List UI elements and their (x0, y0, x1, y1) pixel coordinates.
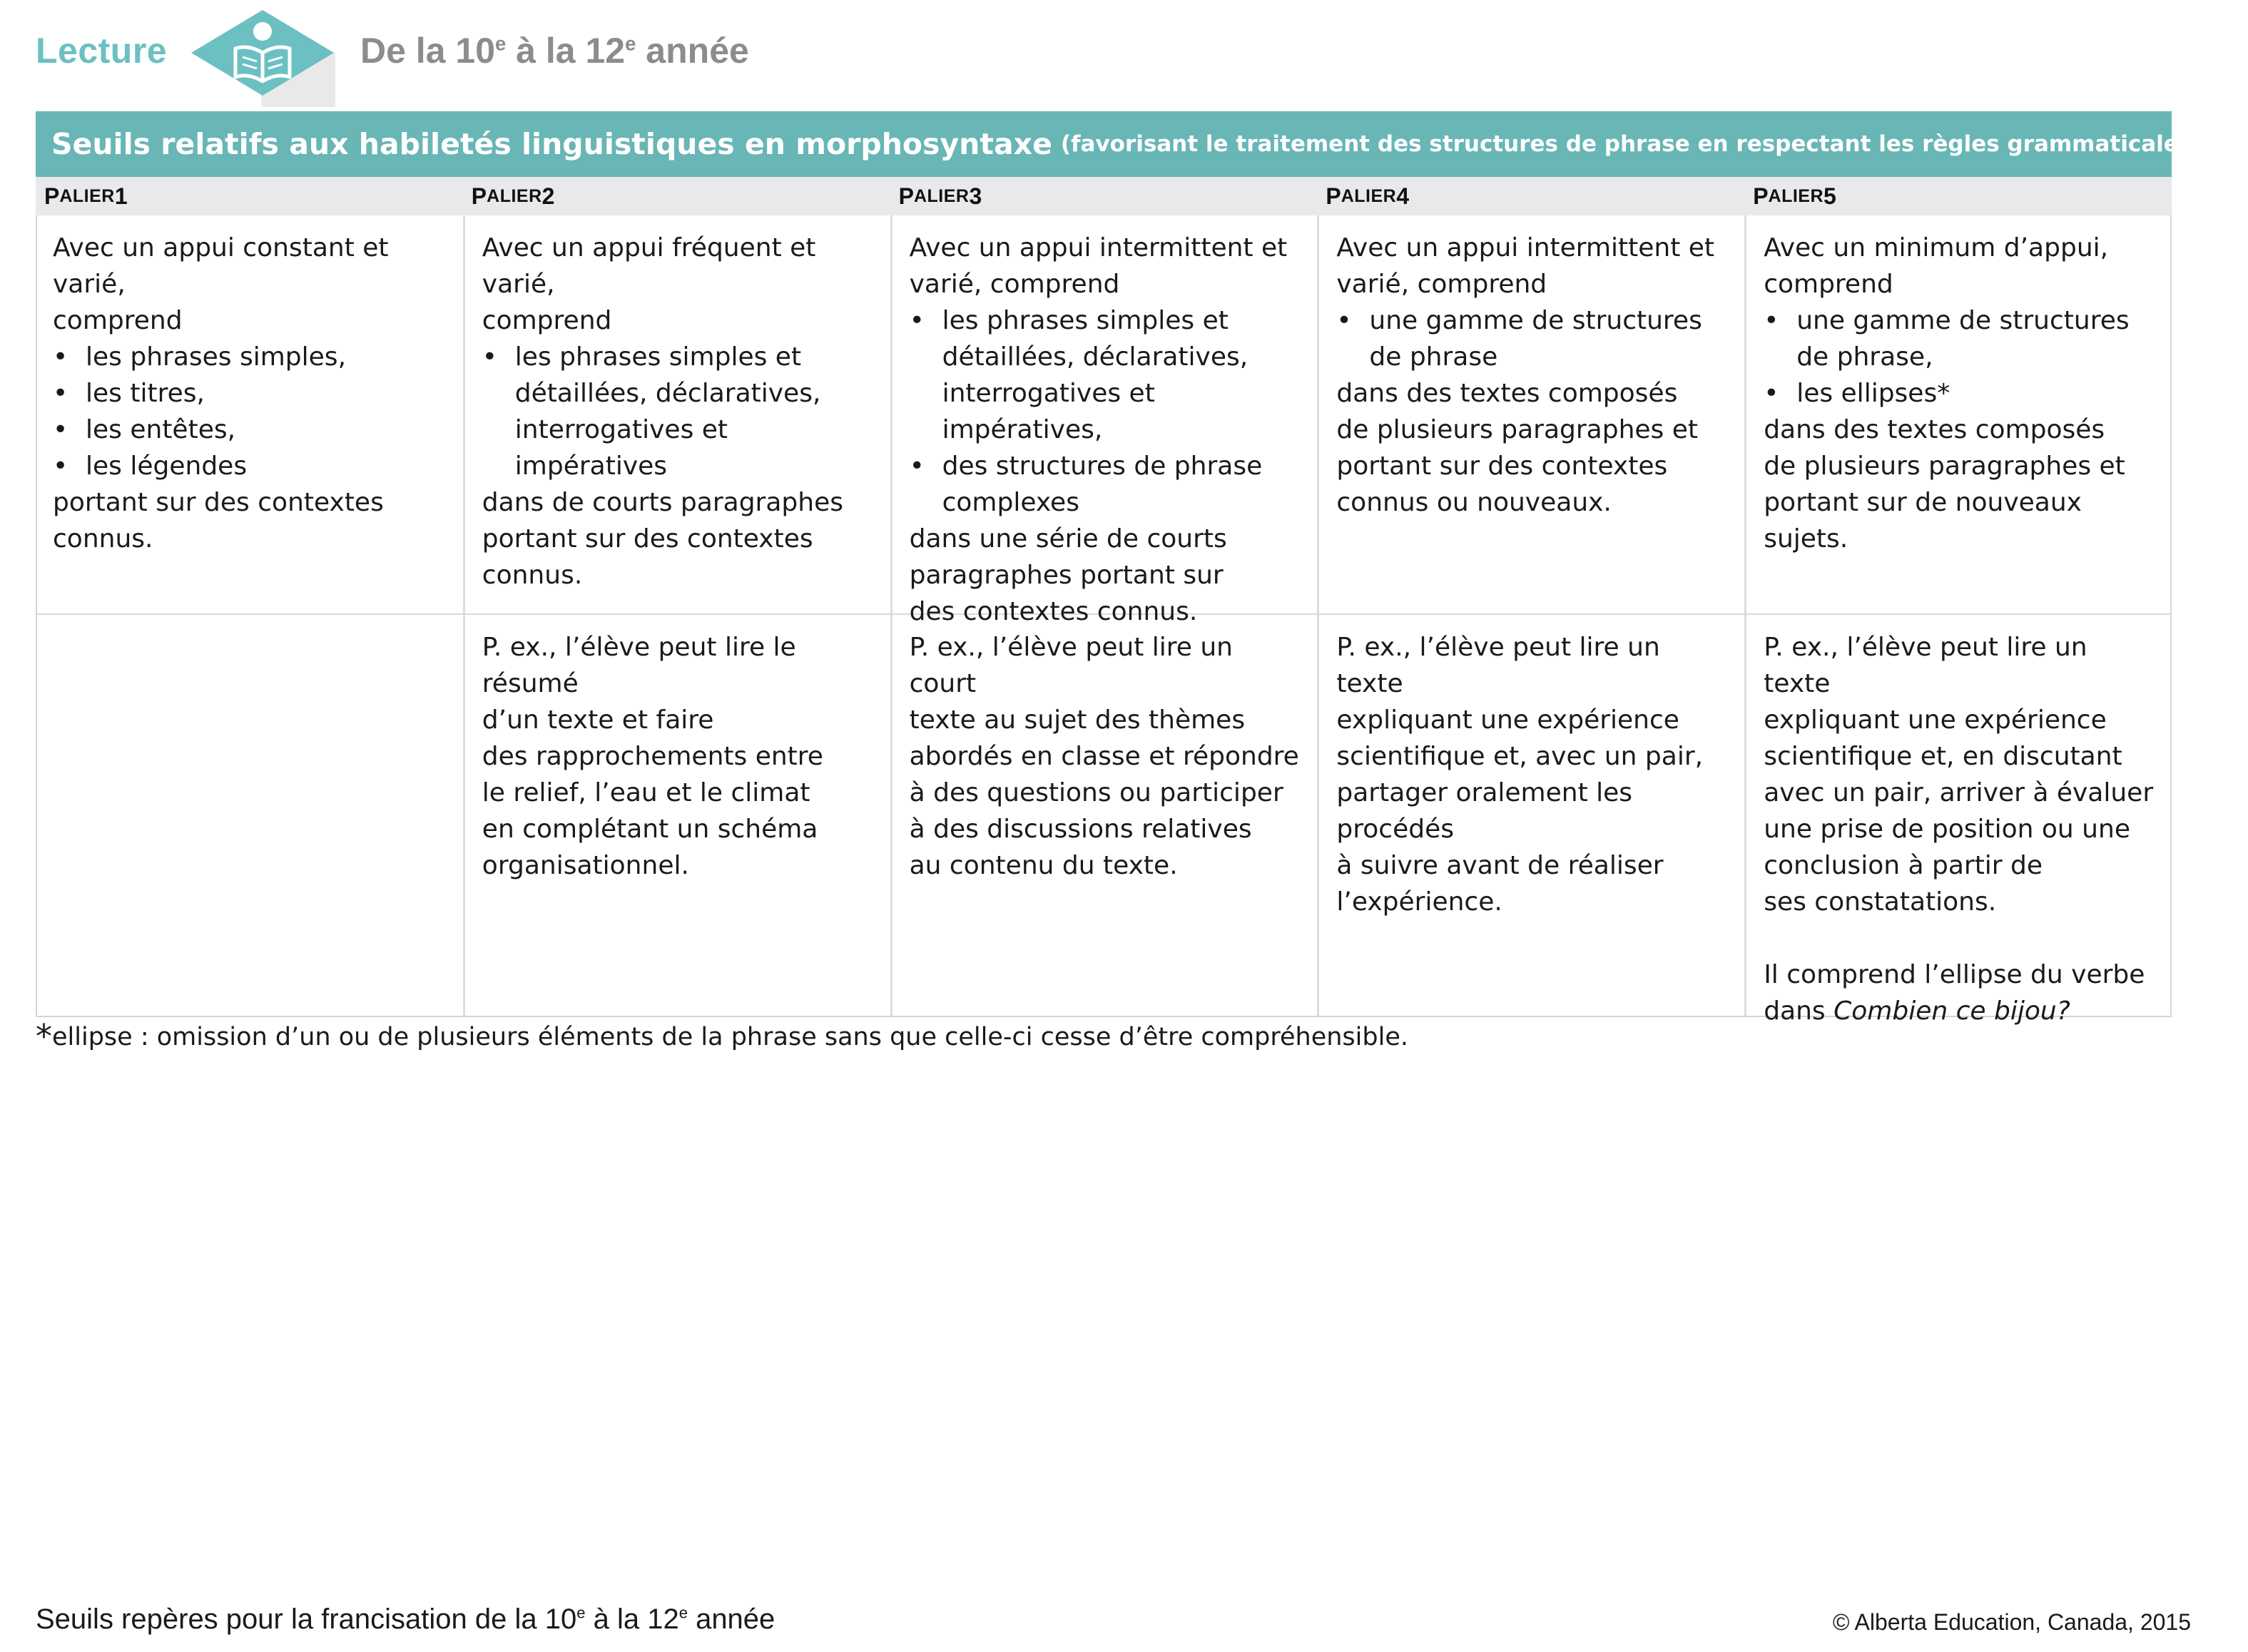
bullet-list (482, 339, 879, 484)
list-item: • les titres, (53, 375, 452, 412)
cell-text: avec un pair, arriver à évaluer (1764, 778, 2154, 807)
cell-palier-1-example (36, 615, 463, 1016)
cell-text: expliquant une expérience (1336, 705, 1679, 735)
footnote (36, 1017, 1408, 1056)
table-subtitle: (favorisant le traitement des structures de phrase en respectant les règles grammaticales) (1060, 131, 2202, 157)
cell-palier-2-description (463, 215, 890, 613)
palier-header-5: P ALIER 5 (1753, 183, 1836, 209)
table-row (36, 215, 2172, 626)
palier-header-2: P ALIER 2 (471, 183, 555, 209)
footer-copyright: © Alberta Education, Canada, 2015 (1832, 1609, 2191, 1635)
cell-text: Avec un minimum d’appui, (1764, 233, 2109, 262)
cell-text: portant sur des contextes (53, 488, 384, 517)
cell-text: de plusieurs paragraphes et (1336, 415, 1698, 444)
bullet-list (1764, 302, 2160, 412)
cell-palier-4-example (1317, 615, 1744, 1016)
cell-text: portant sur de nouveaux sujets. (1764, 488, 2082, 554)
cell-palier-3-description (890, 215, 1318, 626)
cell-text: des contextes connus. (909, 597, 1198, 626)
cell-text: scientifique et, en discutant (1764, 742, 2122, 771)
cell-text: conclusion à partir de (1764, 851, 2043, 880)
table-body (36, 215, 2172, 1026)
cell-text: à des discussions relatives (909, 815, 1252, 844)
cell-text: texte au sujet des thèmes (909, 705, 1246, 735)
list-item: • les phrases simples, (53, 339, 452, 375)
cell-text: Il comprend l’ellipse du verbe (1764, 960, 2145, 989)
cell-text: organisationnel. (482, 851, 689, 880)
cell-text: dans des textes composés (1336, 379, 1678, 408)
cell-text: au contenu du texte. (909, 851, 1178, 880)
cell-text: dans une série de courts (909, 524, 1227, 554)
footnote-text: ellipse : omission d’un ou de plusieurs éléments de la phrase sans que celle-ci cesse d’être compréhensible. (52, 1023, 1408, 1051)
cell-text: comprend (1764, 270, 1893, 299)
palier-header-row (36, 177, 2172, 215)
cell-palier-5-example (1744, 615, 2172, 1026)
cell-text: Avec un appui constant et varié, (53, 233, 389, 299)
footnote-star: * (36, 1017, 52, 1056)
page-header (0, 0, 2248, 107)
list-item: • les légendes (53, 448, 452, 484)
cell-text: paragraphes portant sur (909, 561, 1224, 590)
list-item: • une gamme de structures de phrase (1336, 302, 1733, 375)
palier-header-1: P ALIER 1 (44, 183, 128, 209)
grade-range: De la 10e à la 12e année (360, 31, 749, 71)
cell-text: connus ou nouveaux. (1336, 488, 1612, 517)
cell-text: portant sur des contextes (482, 524, 813, 554)
cell-text: comprend (482, 306, 612, 335)
example-phrase: Combien ce bijou? (1834, 996, 2070, 1026)
cell-text: de plusieurs paragraphes et (1764, 452, 2125, 481)
table-title-bar (36, 111, 2202, 177)
cell-text: P. ex., l’élève peut lire un court (909, 633, 1233, 698)
cell-text: une prise de position ou une (1764, 815, 2130, 844)
list-item: • les phrases simples et détaillées, déclaratives, interrogatives et impératives (482, 339, 879, 484)
cell-text: comprend (53, 306, 183, 335)
cell-text: connus. (53, 524, 153, 554)
list-item: • des structures de phrase complexes (910, 448, 1306, 521)
palier-header-4: P ALIER 4 (1326, 183, 1410, 209)
table-title: Seuils relatifs aux habiletés linguistiques en morphosyntaxe (51, 127, 1052, 161)
reading-person-icon (187, 7, 338, 107)
bullet-list (1336, 302, 1733, 375)
cell-text: le relief, l’eau et le climat (482, 778, 810, 807)
cell-palier-5-description (1744, 215, 2172, 613)
list-item: • une gamme de structures de phrase, (1764, 302, 2160, 375)
cell-text: des rapprochements entre (482, 742, 823, 771)
cell-text: varié, comprend (909, 270, 1120, 299)
bullet-list (53, 339, 452, 484)
cell-text: dans des textes composés (1764, 415, 2105, 444)
cell-palier-2-example (463, 615, 890, 1016)
cell-text: P. ex., l’élève peut lire un texte (1764, 633, 2087, 698)
cell-text: l’expérience. (1336, 887, 1502, 917)
list-item: • les phrases simples et détaillées, déclaratives, interrogatives et impératives, (910, 302, 1306, 448)
bullet-list (910, 302, 1306, 521)
cell-palier-1-description (36, 215, 463, 613)
cell-text: portant sur des contextes (1336, 452, 1668, 481)
cell-text: ses constatations. (1764, 887, 1997, 917)
cell-text: à des questions ou participer (909, 778, 1283, 807)
cell-text: Avec un appui intermittent et (909, 233, 1288, 262)
cell-text: en complétant un schéma (482, 815, 818, 844)
cell-text: Avec un appui fréquent et varié, (482, 233, 816, 299)
cell-text: P. ex., l’élève peut lire le résumé (482, 633, 796, 698)
cell-text: varié, comprend (1336, 270, 1547, 299)
list-item: • les ellipses* (1764, 375, 2160, 412)
cell-palier-4-description (1317, 215, 1744, 613)
cell-text: d’un texte et faire (482, 705, 714, 735)
cell-text: scientifique et, avec un pair, (1336, 742, 1704, 771)
cell-text: dans de courts paragraphes (482, 488, 843, 517)
cell-palier-3-example (890, 615, 1318, 1016)
palier-header-3: P ALIER 3 (898, 183, 982, 209)
cell-text: P. ex., l’élève peut lire un texte (1336, 633, 1660, 698)
footer-document-title: Seuils repères pour la francisation de la 10e à la 12e année (36, 1603, 775, 1635)
cell-text: abordés en classe et répondre (909, 742, 1299, 771)
cell-text: à suivre avant de réaliser (1336, 851, 1664, 880)
cell-text: connus. (482, 561, 583, 590)
cell-text: expliquant une expérience (1764, 705, 2107, 735)
list-item: • les entêtes, (53, 412, 452, 448)
table-row (36, 613, 2172, 1026)
cell-text: dans Combien ce bijou? (1764, 996, 2070, 1026)
cell-text: Avec un appui intermittent et (1336, 233, 1715, 262)
section-label: Lecture (36, 31, 168, 71)
cell-text: partager oralement les procédés (1336, 778, 1633, 844)
